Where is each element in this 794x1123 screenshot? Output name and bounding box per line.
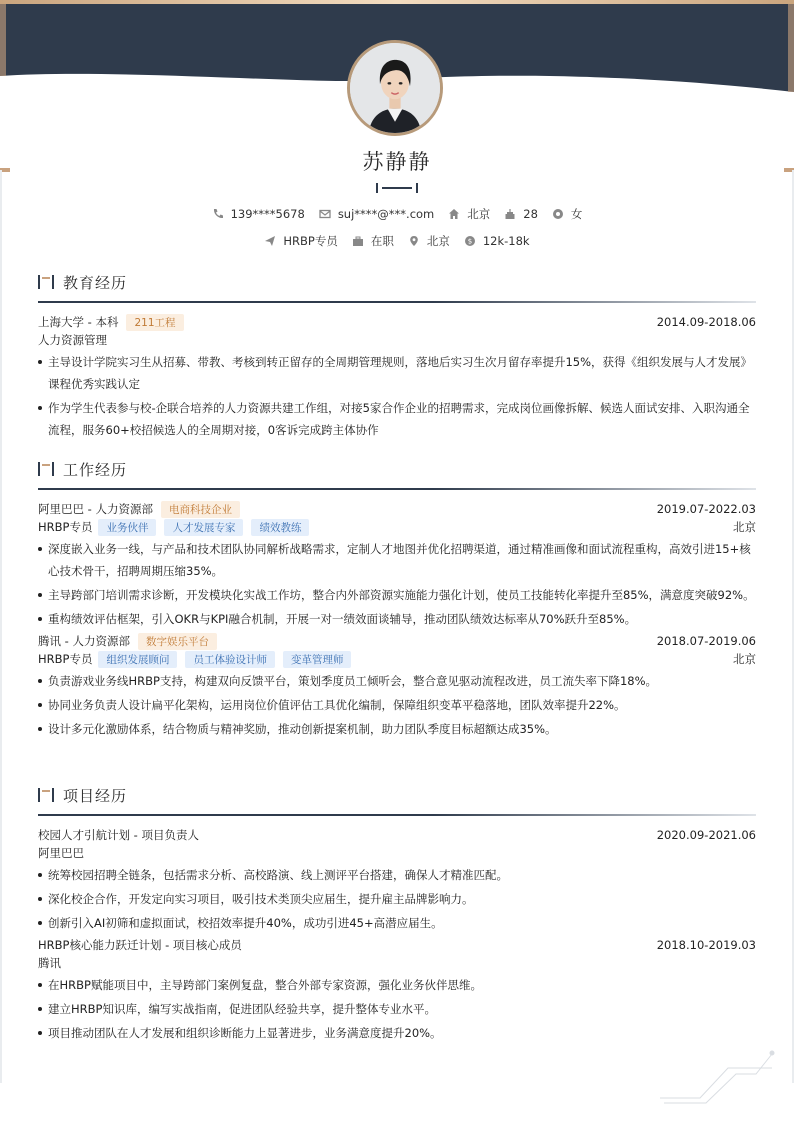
status-text: 在职: [370, 234, 394, 248]
work-date: 2019.07-2022.03: [656, 502, 756, 516]
home-icon: [448, 208, 460, 220]
project-name: 校园人才引航计划 - 项目负责人: [38, 828, 199, 842]
school-name: 上海大学 - 本科: [38, 315, 119, 329]
projects-header: [38, 784, 756, 806]
school-tag: 211工程: [126, 314, 183, 331]
phone-icon: [212, 208, 224, 220]
list-item: 在HRBP赋能项目中，主导跨部门案例复盘，整合外部专家资源，强化业务伙伴思维。: [38, 974, 756, 996]
education-header: [38, 271, 756, 293]
gender-text: 女: [570, 207, 583, 221]
target-city-item: [408, 233, 450, 249]
company-name: 阿里巴巴 - 人力资源部: [38, 502, 153, 516]
company-tag: 电商科技企业: [161, 501, 240, 518]
list-item: 作为学生代表参与校-企联合培养的人力资源共建工作组，对接5家合作企业的招聘需求，完成岗位画像拆解、候选人面试安排、入职沟通全流程，服务60+校招候选人的全周期对接，0客诉完成跨主体协作: [38, 397, 756, 441]
age-item: [504, 207, 538, 221]
project-org-row: [38, 954, 756, 972]
candidate-name: 苏静静: [362, 150, 432, 174]
target-city-text: 北京: [426, 234, 450, 248]
list-item: 创新引入AI初筛和虚拟面试，校招效率提升40%，成功引进45+高潜应届生。: [38, 912, 756, 934]
project-name: HRBP核心能力跃迁计划 - 项目核心成员: [38, 938, 242, 952]
list-item: 重构绩效评估框架，引入OKR与KPI融合机制，开展一对一绩效面谈辅导，推动团队绩效达标率从70%跃升至85%。: [38, 608, 756, 630]
money-icon: [464, 235, 476, 247]
education-date: 2014.09-2018.06: [656, 315, 756, 329]
salary-item: [464, 234, 530, 248]
work-date: 2018.07-2019.06: [656, 634, 756, 648]
list-item: 深化校企合作，开发定向实习项目，吸引技术类顶尖应届生，提升雇主品牌影响力。: [38, 888, 756, 910]
contact-row: [0, 206, 794, 222]
list-item: 负责游戏业务线HRBP支持，构建双向反馈平台，策划季度员工倾听会，整合意见驱动流程改进，员工流失率下降18%。: [38, 670, 756, 692]
footer-decoration: [660, 1048, 780, 1106]
list-item: 统筹校园招聘全链条，包括需求分析、高校路演、线上测评平台搭建，确保人才精准匹配。: [38, 864, 756, 886]
gender-icon: [552, 208, 564, 220]
work-city: 北京: [733, 520, 756, 534]
list-item: 设计多元化激励体系，结合物质与精神奖励，推动创新提案机制，助力团队季度目标超额达成35%。: [38, 718, 756, 740]
section-mark-icon: [38, 275, 54, 289]
email-item: [319, 207, 434, 221]
project-entry-header: [38, 936, 756, 954]
job-item: [264, 233, 337, 249]
work-title: 工作经历: [63, 460, 128, 479]
list-item: 主导设计学院实习生从招募、带教、考核到转正留存的全周期管理规则，落地后实习生次月留存率提升15%，获得《组织发展与人才发展》课程优秀实践认定: [38, 351, 756, 395]
project-date: 2018.10-2019.03: [656, 938, 756, 952]
list-item: 深度嵌入业务一线，与产品和技术团队协同解析战略需求，定制人才地图并优化招聘渠道，通过精准画像和面试流程重构，高效引进15+核心技术骨干，招聘周期压缩35%。: [38, 538, 756, 582]
role-row: [38, 518, 756, 536]
project-org: 腾讯: [38, 956, 61, 970]
project-org: 阿里巴巴: [38, 846, 84, 860]
cake-icon: [504, 208, 516, 220]
work-section: [38, 458, 756, 742]
age-text: 28: [523, 207, 538, 221]
gender-item: [552, 206, 583, 222]
portrait-icon: [350, 43, 440, 133]
avatar: [347, 40, 443, 136]
role-tag: 变革管理师: [283, 651, 352, 668]
project-entry-header: [38, 826, 756, 844]
phone-item: [212, 207, 305, 221]
send-icon: [264, 235, 276, 247]
work-city: 北京: [733, 652, 756, 666]
project-org-row: [38, 844, 756, 862]
section-mark-icon: [38, 788, 54, 802]
list-item: 协同业务负责人设计扁平化架构，运用岗位价值评估工具优化编制，保障组织变革平稳落地，团队效率提升22%。: [38, 694, 756, 716]
projects-title: 项目经历: [63, 786, 128, 805]
city-item: [448, 206, 490, 222]
list-item: 建立HRBP知识库，编写实战指南，促进团队经验共享，提升整体专业水平。: [38, 998, 756, 1020]
city-text: 北京: [467, 207, 491, 221]
work-entry-header: [38, 632, 756, 650]
project-date: 2020.09-2021.06: [656, 828, 756, 842]
briefcase-icon: [352, 235, 364, 247]
education-entry-header: [38, 313, 756, 331]
projects-section: [38, 784, 756, 1046]
section-mark-icon: [38, 462, 54, 476]
salary-text: 12k-18k: [482, 234, 530, 248]
job-intent-row: [0, 233, 794, 249]
company-name: 腾讯 - 人力资源部: [38, 634, 130, 648]
role-tag: 组织发展顾问: [98, 651, 177, 668]
role-tag: 员工体验设计师: [185, 651, 275, 668]
education-section: [38, 271, 756, 443]
work-header: [38, 458, 756, 480]
work-entry-header: [38, 500, 756, 518]
education-title: 教育经历: [63, 273, 128, 292]
major-text: 人力资源管理: [38, 333, 107, 347]
location-pin-icon: [408, 235, 420, 247]
role-row: [38, 650, 756, 668]
left-border: [0, 170, 2, 1083]
role-tag: 人才发展专家: [164, 519, 243, 536]
phone-text: 139****5678: [230, 207, 305, 221]
role-text: HRBP专员: [38, 520, 93, 534]
svg-text:$: $: [467, 237, 473, 246]
role-text: HRBP专员: [38, 652, 93, 666]
company-tag: 数字娱乐平台: [138, 633, 217, 650]
status-item: [352, 233, 394, 249]
list-item: 主导跨部门培训需求诊断，开发模块化实战工作坊，整合内外部资源实施能力强化计划，使员工技能转化率提升至85%，满意度突破92%。: [38, 584, 756, 606]
job-text: HRBP专员: [283, 234, 338, 248]
email-text: suj****@***.com: [337, 207, 435, 221]
major-row: [38, 331, 756, 349]
email-icon: [319, 208, 331, 220]
role-tag: 业务伙伴: [98, 519, 156, 536]
list-item: 项目推动团队在人才发展和组织诊断能力上显著进步，业务满意度提升20%。: [38, 1022, 756, 1044]
name-divider: [376, 183, 418, 193]
role-tag: 绩效教练: [251, 519, 309, 536]
